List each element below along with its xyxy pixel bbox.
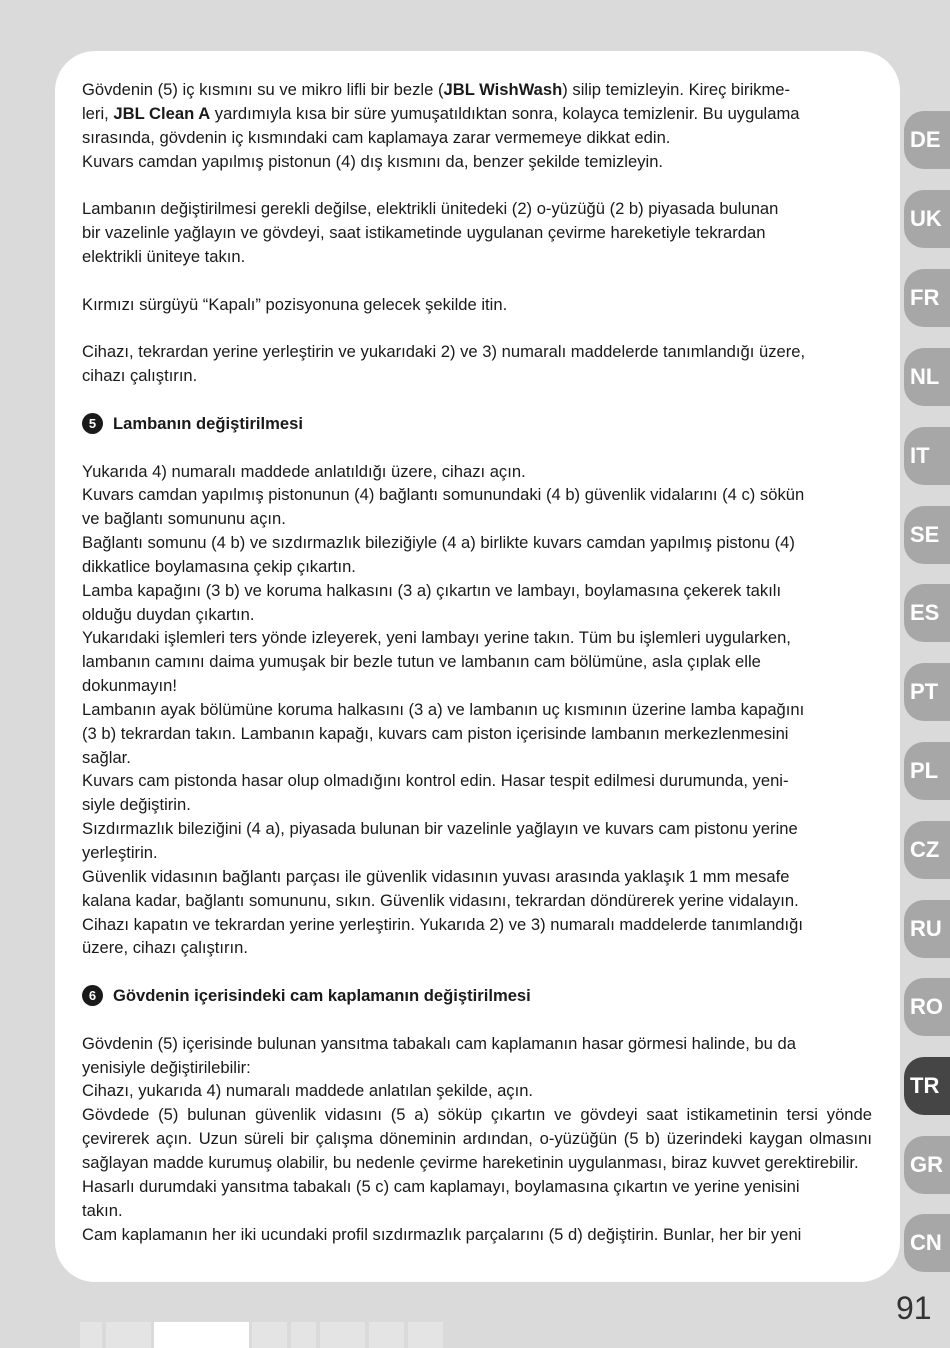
product-name: JBL WishWash [443, 80, 563, 99]
text-line: bir vazelinle yağlayın ve gövdeyi, saat istikametinde uygulanan çevirme hareketiyle tekrardan [82, 223, 766, 243]
tab-pl[interactable] [904, 742, 950, 800]
tab-tr[interactable] [904, 1057, 950, 1115]
text-line: yenisiyle değiştirilebilir: [82, 1057, 251, 1077]
text-line: Güvenlik vidasının bağlantı parçası ile güvenlik vidasının yuvası arasında yaklaşık 1 mm mesafe [82, 866, 790, 886]
tab-label: SE [910, 522, 940, 547]
text-line: cihazı çalıştırın. [82, 366, 198, 386]
tab-label: PL [910, 758, 939, 783]
print-mark [369, 1322, 404, 1348]
tab-label: IT [910, 443, 930, 468]
text-line: elektrikli üniteye takın. [82, 246, 246, 266]
text-line: kalana kadar, bağlantı somununu, sıkın. Güvenlik vidasını, tekrardan döndürerek yerine vidalayın. [82, 890, 799, 910]
page-number: 91 [896, 1290, 932, 1326]
text-line: sağlar. [82, 747, 131, 767]
print-mark [291, 1322, 316, 1348]
tab-fr[interactable] [904, 269, 950, 327]
text-line: Bağlantı somunu (4 b) ve sızdırmazlık bileziğiyle (4 a) birlikte kuvars camdan yapılmış pistonu (4) [82, 533, 795, 553]
text-line: Lambanın değiştirilmesi gerekli değilse, elektrikli ünitedeki (2) o-yüzüğü (2 b) piyasada bulunan [82, 199, 779, 219]
tab-label: DE [910, 127, 941, 152]
text-line: Hasarlı durumdaki yansıtma tabakalı (5 c) cam kaplamayı, boylamasına çıkartın ve yerine yenisini [82, 1176, 800, 1196]
tab-pt[interactable] [904, 663, 950, 721]
text-line: Gövdenin (5) içerisinde bulunan yansıtma tabakalı cam kaplamanın hasar görmesi halinde, bu da [82, 1033, 796, 1053]
section-6-heading [82, 984, 872, 1008]
text-line: Cam kaplamanın her iki ucundaki profil sızdırmazlık parçalarını (5 d) değiştirin. Bunlar, her bir yeni [82, 1224, 802, 1244]
text-line: (3 b) tekrardan takın. Lambanın kapağı, kuvars cam piston içerisinde lambanın merkezlenmesini [82, 723, 789, 743]
text-line: Kuvars camdan yapılmış pistonunun (4) bağlantı somunundaki (4 b) güvenlik vidalarını (4 c) sökün [82, 485, 805, 505]
section-6-justified-paragraph: Gövdede (5) bulunan güvenlik vidasını (5 a) söküp çıkartın ve gövdeyi saat istikametinin tersi yönde çevirerek açın. Uzun süreli bir çalışma döneminin ardından, o-yüzüğün (5 b) üzerindeki kaygan olmasını sağlayan madde kurumuş olabilir, bu nedenle çevirme hareketinin uygulanması, biraz kuvvet gerektirebilir. [82, 1105, 872, 1172]
print-mark [408, 1322, 443, 1348]
text-line: Yukarıdaki işlemleri ters yönde izleyerek, yeni lambayı yerine takın. Tüm bu işlemleri uygularken, [82, 628, 791, 648]
tab-de[interactable] [904, 111, 950, 169]
tab-label: UK [910, 206, 942, 231]
print-mark [80, 1322, 102, 1348]
print-mark [320, 1322, 365, 1348]
tab-label: CZ [910, 837, 940, 862]
print-mark [252, 1322, 287, 1348]
restart-paragraph [82, 340, 872, 388]
tab-label: GR [910, 1152, 943, 1177]
product-name: JBL Clean A [113, 103, 211, 123]
tab-gr[interactable] [904, 1136, 950, 1194]
tab-label: NL [910, 364, 940, 389]
text-line: Yukarıda 4) numaralı maddede anlatıldığı üzere, cihazı açın. [82, 461, 526, 481]
text-line: lambanın camını daima yumuşak bir bezle tutun ve lambanın cam bölümüne, asla çıplak elle [82, 652, 761, 672]
intro-text: leri, [82, 103, 114, 123]
tab-label: TR [910, 1073, 940, 1098]
print-mark [154, 1322, 249, 1348]
text-line: yerleştirin. [82, 843, 158, 862]
text-line: olduğu duydan çıkartın. [82, 604, 255, 624]
print-mark [106, 1322, 151, 1348]
intro-text: Gövdenin (5) iç kısmını su ve mikro lifli bir bezle ( [82, 80, 444, 99]
tab-uk[interactable] [904, 190, 950, 248]
section-5-heading [82, 412, 872, 436]
footer-print-marks [80, 1322, 460, 1348]
slider-paragraph: Kırmızı sürgüyü “Kapalı” pozisyonuna gelecek şekilde itin. [82, 294, 508, 314]
tab-label: CN [910, 1230, 942, 1255]
tab-ro[interactable] [904, 978, 950, 1036]
tab-label: RO [910, 994, 943, 1019]
tab-label: RU [910, 916, 942, 941]
tab-label: PT [910, 679, 939, 704]
text-line: Kuvars cam pistonda hasar olup olmadığını kontrol edin. Hasar tespit edilmesi durumunda, yeni- [82, 771, 789, 791]
section-number-badge: 6 [82, 985, 103, 1006]
document-body [82, 78, 872, 1246]
section-title: Lambanın değiştirilmesi [113, 413, 303, 433]
tab-cz[interactable] [904, 821, 950, 879]
text-line: üzere, cihazı çalıştırın. [82, 938, 249, 958]
tab-label: ES [910, 600, 940, 625]
section-title: Gövdenin içerisindeki cam kaplamanın değiştirilmesi [113, 986, 531, 1006]
section-number-badge: 5 [82, 413, 103, 434]
intro-paragraph [82, 78, 872, 173]
text-line: Sızdırmazlık bileziğini (4 a), piyasada bulunan bir vazelinle yağlayın ve kuvars cam pistonu yerine [82, 819, 798, 839]
tab-es[interactable] [904, 584, 950, 642]
text-line: Cihazı, tekrardan yerine yerleştirin ve yukarıdaki 2) ve 3) numaralı maddelerde tanımlandığı üzere, [82, 342, 806, 362]
text-line: siyle değiştirin. [82, 795, 191, 815]
tab-it[interactable] [904, 427, 950, 485]
intro-text: Kuvars camdan yapılmış pistonun (4) dış kısmını da, benzer şekilde temizleyin. [82, 151, 664, 171]
text-line: Lamba kapağını (3 b) ve koruma halkasını (3 a) çıkartın ve lambayı, boylamasına çekerek takılı [82, 580, 782, 600]
intro-text: sırasında, gövdenin iç kısmındaki cam kaplamaya zarar vermemeye dikkat edin. [82, 127, 671, 147]
section-6-outro [82, 1175, 872, 1247]
intro-text: yardımıyla kısa bir süre yumuşatıldıktan sonra, kolayca temizlenir. Bu uygulama [210, 103, 800, 123]
text-line: takın. [82, 1200, 123, 1220]
text-line: dikkatlice boylamasına çekip çıkartın. [82, 556, 356, 576]
tab-se[interactable] [904, 506, 950, 564]
tab-label: FR [910, 285, 940, 310]
lubrication-paragraph [82, 197, 872, 269]
tab-cn[interactable] [904, 1214, 950, 1272]
text-line: Lambanın ayak bölümüne koruma halkasını (3 a) ve lambanın uç kısmının üzerine lamba kapağını [82, 699, 805, 719]
intro-text: ) silip temizleyin. Kireç birikme- [562, 80, 791, 99]
text-line: ve bağlantı somununu açın. [82, 509, 286, 529]
text-line: Cihazı, yukarıda 4) numaralı maddede anlatılan şekilde, açın. [82, 1081, 534, 1101]
section-6-intro [82, 1032, 872, 1104]
tab-ru[interactable] [904, 900, 950, 958]
text-line: Cihazı kapatın ve tekrardan yerine yerleştirin. Yukarıda 2) ve 3) numaralı maddelerde tanımlandığı [82, 914, 803, 934]
text-line: dokunmayın! [82, 676, 178, 696]
section-5-body [82, 460, 872, 961]
tab-nl[interactable] [904, 348, 950, 406]
